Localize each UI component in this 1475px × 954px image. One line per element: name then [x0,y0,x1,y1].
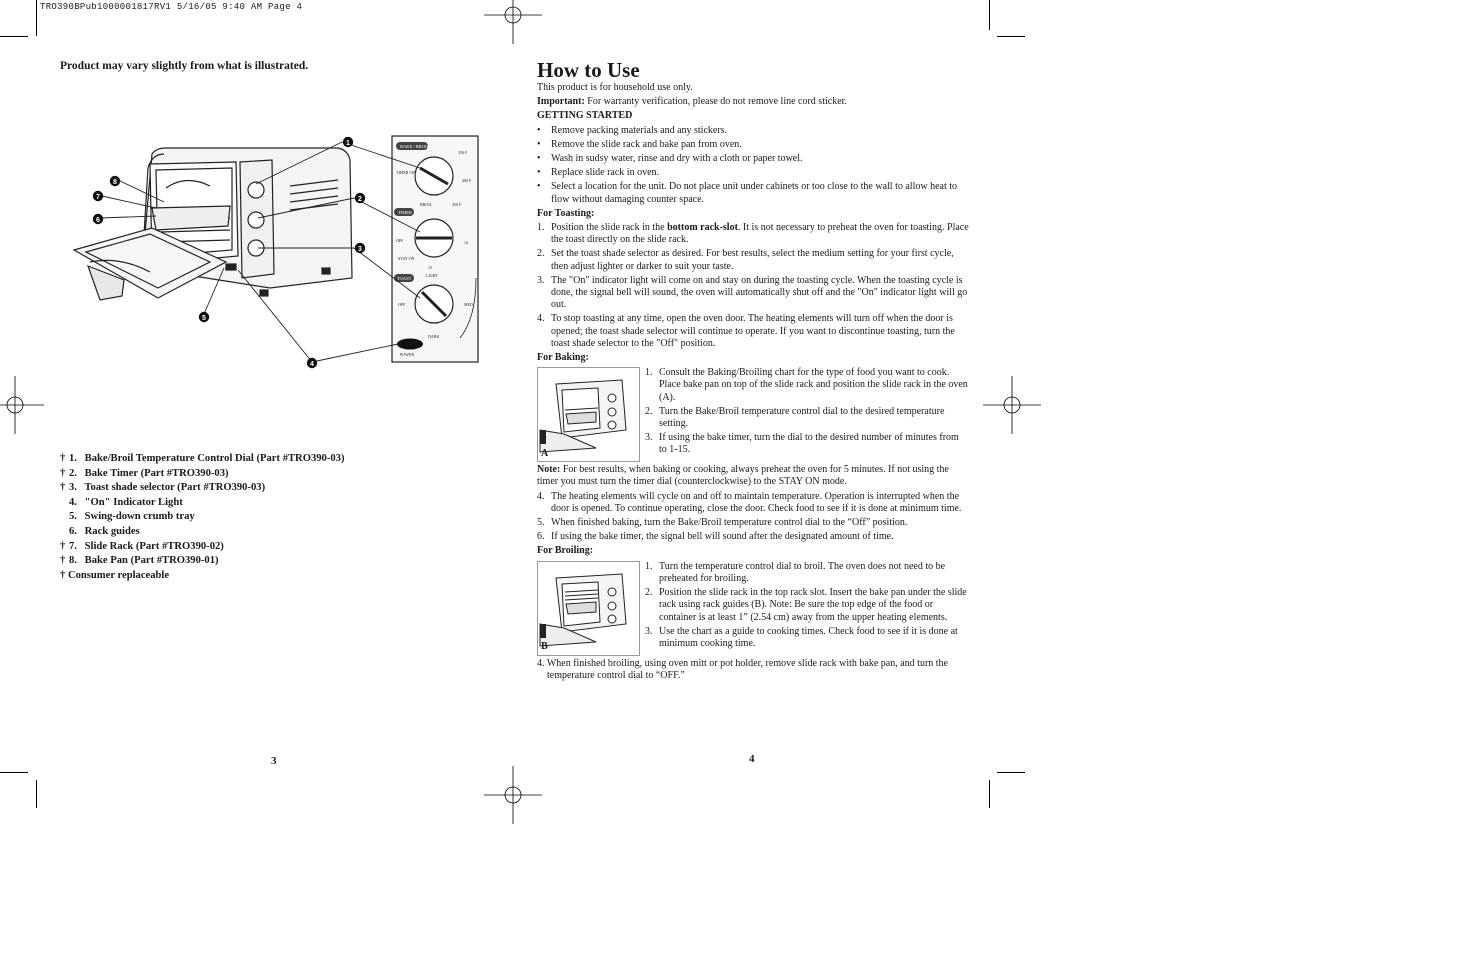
figure-b-label: B [541,641,548,653]
list-item: 3. If using the bake timer, turn the dial to the desired number of minutes from to 1-15. [645,432,959,456]
figure-b [537,561,640,656]
how-to-use-section [537,58,969,682]
panel-label-stay-on: STAY ON [398,256,415,261]
crop-mark [997,772,1025,773]
baking-figure-row [537,367,969,462]
registration-mark [484,766,542,824]
oven-illustration [74,148,352,300]
crop-mark [0,772,28,773]
registration-mark [484,0,542,44]
callout-5: 5 [202,315,206,322]
parts-list-item: † 1. Bake/Broil Temperature Control Dial (Part #TRO390-03) [60,453,345,464]
consumer-replaceable-note: † Consumer replaceable [60,569,170,581]
baking-note: Note: For best results, when baking or cooking, always preheat the oven for 5 minutes. If not using the timer you must turn the timer dial (counterclockwise) to the STAY ON mode. [537,464,949,488]
panel-label-off-2: OFF [398,302,406,307]
baking-steps [645,367,969,462]
panel-label-15: 15 [428,265,432,270]
list-item: 6. If using the bake timer, the signal bell will sound after the designated amount of time. [537,531,894,543]
panel-label-timer: TIMER [398,210,412,215]
crop-mark [989,780,990,808]
parts-list [60,452,344,583]
parts-list-item: † 8. Bake Pan (Part #TRO390-01) [60,555,219,567]
parts-list-item: † 3. Toast shade selector (Part #TRO390-03) [60,482,266,494]
oven-thumbnail-a [538,368,639,461]
callout-6: 6 [96,217,100,224]
panel-label-toast: TOAST [397,276,412,281]
list-item: 2. Set the toast shade selector as desired. For best results, select the medium setting for your first cycle, then adjust lighter or darker to suit your taste. [537,248,954,272]
list-item: 4. To stop toasting at any time, open the oven door. The heating elements will turn off when the door is opened; the toast shade selector will continue to operate. If you want to discontinue toasting, turn the toast shade selector to the "Off" position. [537,313,955,349]
broiling-figure-row [537,561,969,656]
crop-mark [36,780,37,808]
figure-a-label: A [541,448,549,460]
panel-label-450: 450 F [452,202,462,207]
toaster-oven-diagram [60,128,482,376]
crop-mark [989,0,990,30]
oven-thumbnail-b [538,562,639,655]
list-item: 2. Turn the Bake/Broil temperature control dial to the desired temperature setting. [645,405,945,430]
illustration-caption: Product may vary slightly from what is illustrated. [60,60,309,72]
parts-list-item: 6. Rack guides [69,525,140,537]
panel-label-timer-off: TIMER OFF [396,170,417,175]
control-panel-illustration [392,136,478,362]
parts-list-item: † 7. Slide Rack (Part #TRO390-02) [60,540,224,552]
panel-label-power: POWER [400,352,414,357]
callout-8: 8 [113,179,117,186]
broiling-heading: For Broiling: [537,545,594,557]
callout-3: 3 [358,246,362,253]
list-item: 5. When finished baking, turn the Bake/Broil temperature control dial to the “Off” position. [537,517,908,529]
panel-label-bake-broil: BAKE / BROIL [400,144,430,149]
list-item: • Select a location for the unit. Do not place unit under cabinets or too close to the wall to allow heat to flow without damaging counter space. [537,181,969,205]
broiling-steps [645,561,969,656]
crop-mark [36,0,37,36]
household-note: This product is for household use only. [537,82,693,93]
parts-list-item: 4. "On" Indicator Light [69,496,183,508]
panel-label-14: 14 [464,240,468,245]
baking-heading: For Baking: [537,352,589,364]
callout-2: 2 [358,196,362,203]
list-item: 1. Position the slide rack in the bottom rack-slot. It is not necessary to preheat the oven for toasting. Place the toast directly on the slide rack. [537,222,969,246]
crop-mark [997,36,1025,37]
callout-7: 7 [96,194,100,201]
panel-label-off: OFF [396,238,404,243]
page-number-right: 4 [749,753,755,765]
page-number-left: 3 [271,755,277,767]
panel-label-broil: BROIL [420,202,432,207]
figure-a [537,367,640,462]
important-note: Important: For warranty verification, please do not remove line cord sticker. [537,96,847,108]
list-item: • Remove packing materials and any stickers. [537,125,969,137]
panel-label-light: LIGHT [426,273,438,278]
panel-label-med: MED [464,302,473,307]
list-item: 4. When finished broiling, using oven mitt or pot holder, remove slide rack with bake pan, and turn the temperature control dial to “OFF.” [537,657,948,681]
list-item: 3. Use the chart as a guide to cooking times. Check food to see if it is done at minimum cooking time. [645,625,958,649]
getting-started-heading: GETTING STARTED [537,110,633,122]
crop-mark [0,36,28,37]
panel-label-400: 400 F [462,178,472,183]
parts-list-item: 5. Swing-down crumb tray [69,511,195,523]
page-title: How to Use [537,58,640,82]
parts-list-item: † 2. Bake Timer (Part #TRO390-03) [60,467,229,479]
list-item: 4. The heating elements will cycle on and off to maintain temperature. Operation is interrupted when the door is opened. To continue operating, close the door. Check food to see if it is done at minimum time. [537,490,962,514]
registration-mark [0,376,44,434]
callout-4: 4 [310,361,314,368]
list-item: • Wash in sudsy water, rinse and dry with a cloth or paper towel. [537,153,969,165]
toasting-heading: For Toasting: [537,207,595,219]
list-item: 1. Consult the Baking/Broiling chart for the type of food you want to cook. Place bake pan on top of the slide rack and position the slide rack in the oven (A). [645,367,968,403]
callout-1: 1 [346,140,350,147]
list-item: • Remove the slide rack and bake pan from oven. [537,139,969,151]
list-item: 3. The "On" indicator light will come on and stay on during the toasting cycle. When the toasting cycle is done, the signal bell will sound, the oven will automatically shut off and the "On" indicator light will go out. [537,274,968,311]
list-item: • Replace slide rack in oven. [537,167,969,179]
print-slug: TRO390BPub1000001817RV1 5/16/05 9:40 AM Page 4 [40,2,303,12]
panel-label-dark: DARK [428,334,440,339]
list-item: 2. Position the slide rack in the top rack slot. Insert the bake pan under the slide rack using rack guides (B). Note: Be sure the top edge of the food or container is at least 1” (2.54 cm) away from the upper heating elements. [645,587,967,623]
panel-label-350: 350 F [458,150,468,155]
list-item: 1. Turn the temperature control dial to broil. The oven does not need to be preheated for broiling. [645,560,946,584]
registration-mark [983,376,1041,434]
